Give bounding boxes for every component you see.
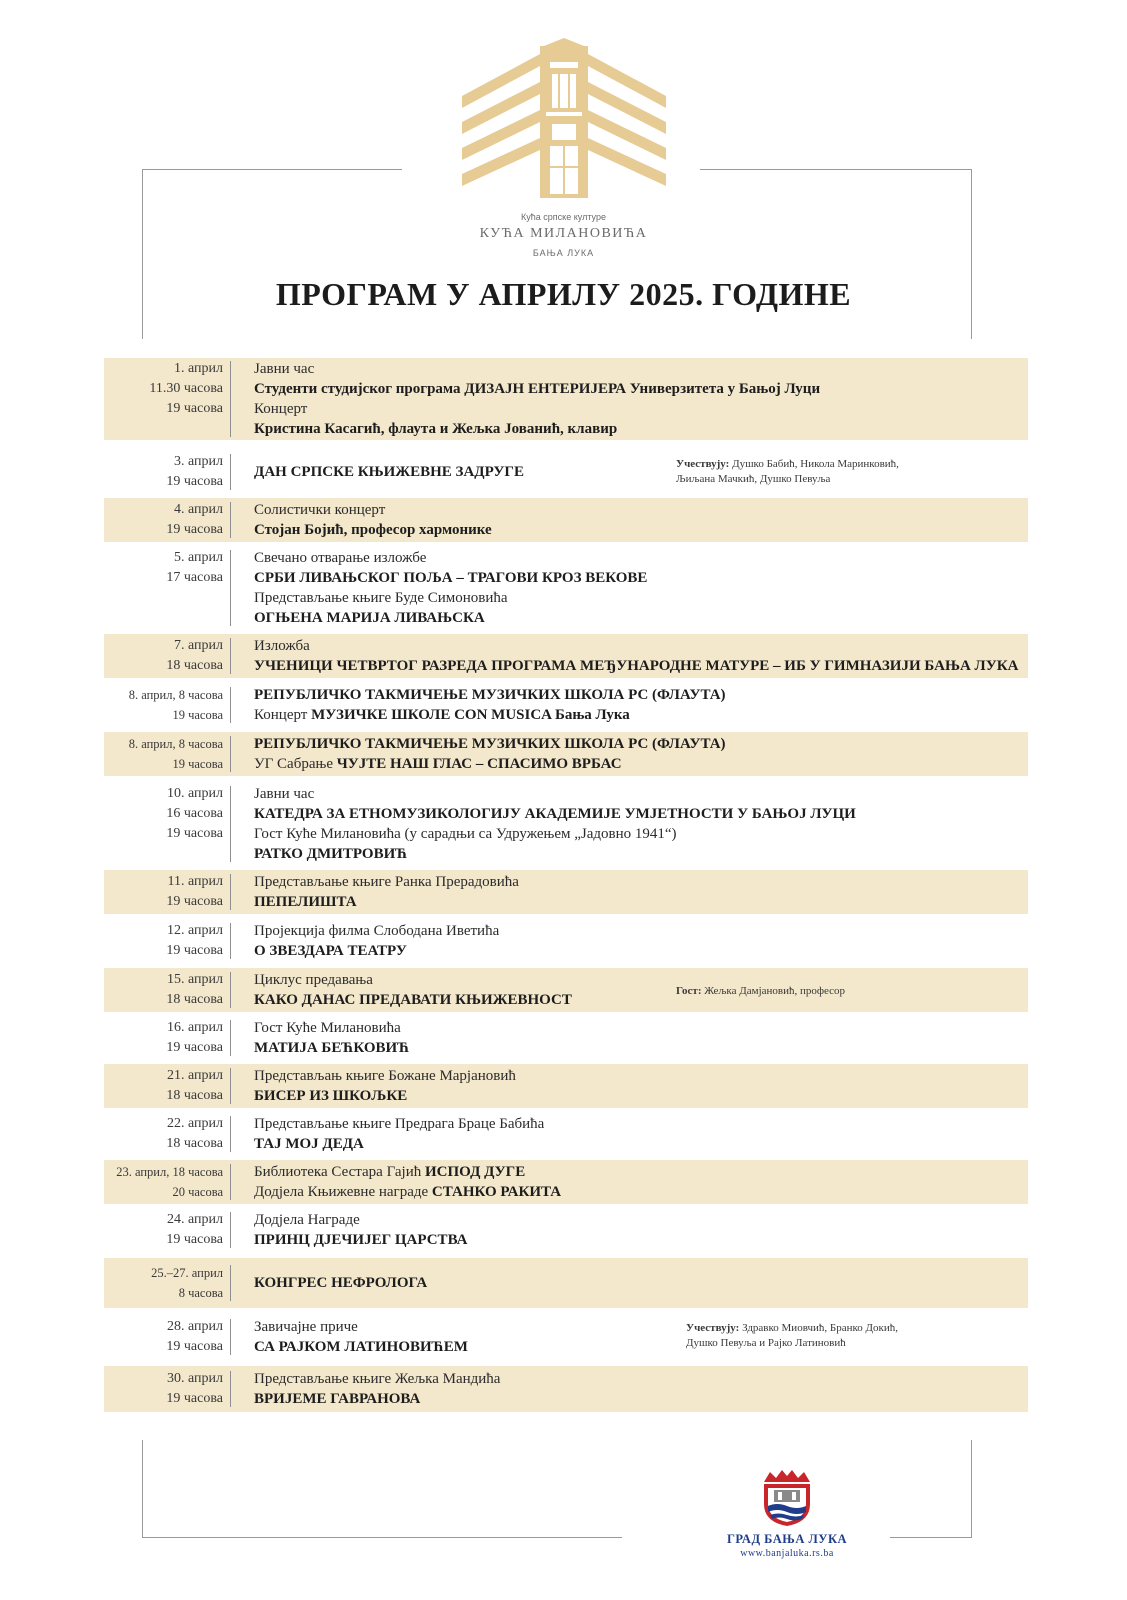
event-date bbox=[104, 872, 223, 912]
city-coat-of-arms-icon bbox=[760, 1468, 814, 1528]
event-line bbox=[254, 379, 1024, 399]
event-line bbox=[254, 804, 1024, 824]
column-separator bbox=[230, 454, 231, 490]
event-date bbox=[104, 970, 223, 1010]
event-line bbox=[254, 872, 1024, 892]
event-time-line: 3. април bbox=[174, 454, 223, 469]
event-details bbox=[254, 1273, 1024, 1293]
column-separator bbox=[230, 786, 231, 862]
event-line bbox=[254, 359, 1024, 379]
page-title: ПРОГРАМ У АПРИЛУ 2025. ГОДИНЕ bbox=[275, 276, 852, 312]
event-line bbox=[254, 1273, 1024, 1293]
participants-names: Жељка Дамјановић, професор bbox=[701, 985, 846, 997]
event-text: Солистички концерт bbox=[254, 502, 386, 518]
event-details bbox=[254, 685, 1024, 725]
event-time-line: 19 часова bbox=[166, 522, 223, 537]
event-text: Циклус предавања bbox=[254, 972, 373, 988]
event-title: РЕПУБЛИЧКО ТАКМИЧЕЊЕ МУЗИЧКИХ ШКОЛА РС (ФЛАУТА) bbox=[254, 687, 726, 703]
column-separator bbox=[230, 736, 231, 772]
event-time-line: 19 часова bbox=[172, 708, 223, 722]
event-row bbox=[104, 1112, 1028, 1156]
event-title: КАКО ДАНАС ПРЕДАВАТИ КЊИЖЕВНОСТ bbox=[254, 992, 572, 1008]
event-line bbox=[254, 921, 1024, 941]
frame-top-left bbox=[142, 169, 402, 170]
event-line bbox=[254, 941, 1024, 961]
column-separator bbox=[230, 1265, 231, 1301]
event-line bbox=[254, 636, 1024, 656]
event-row bbox=[104, 546, 1028, 630]
event-title: ПЕПЕЛИШТА bbox=[254, 894, 357, 910]
column-separator bbox=[230, 638, 231, 674]
event-row bbox=[104, 870, 1028, 914]
participants-label: Учествују: bbox=[676, 458, 730, 470]
event-title: ПРИНЦ ДЈЕЧИЈЕГ ЦАРСТВА bbox=[254, 1232, 468, 1248]
event-text: Пројекција филма Слободана Иветића bbox=[254, 923, 500, 939]
event-row bbox=[104, 1160, 1028, 1204]
event-row bbox=[104, 1208, 1028, 1252]
event-details bbox=[254, 1114, 1024, 1154]
event-details bbox=[254, 970, 1024, 1010]
event-text: Јавни час bbox=[254, 361, 315, 377]
event-date bbox=[104, 1210, 223, 1250]
frame-bottom-right bbox=[890, 1537, 972, 1538]
event-time-line: 8. април, 8 часова bbox=[128, 688, 223, 702]
event-line bbox=[254, 1066, 1024, 1086]
event-text: УГ Сабрање bbox=[254, 756, 337, 772]
event-time-line: 16 часова bbox=[166, 806, 223, 821]
participants-label: Учествују: bbox=[686, 1322, 740, 1334]
event-row bbox=[104, 1016, 1028, 1060]
org-subtitle: Кућа српске културе bbox=[521, 212, 606, 222]
event-date bbox=[104, 921, 223, 961]
event-time-line: 21. април bbox=[167, 1068, 223, 1083]
event-time-line: 16. април bbox=[167, 1020, 223, 1035]
event-time-line: 11. април bbox=[167, 874, 223, 889]
event-time-line: 25.–27. април bbox=[151, 1266, 223, 1280]
event-row bbox=[104, 968, 1028, 1012]
event-line bbox=[254, 1317, 1024, 1337]
column-separator bbox=[230, 502, 231, 538]
event-title: О ЗВЕЗДАРА ТЕАТРУ bbox=[254, 943, 407, 959]
event-participants bbox=[676, 984, 845, 999]
column-separator bbox=[230, 687, 231, 723]
column-separator bbox=[230, 1212, 231, 1248]
event-time-line: 7. април bbox=[174, 638, 223, 653]
frame-bottom-left bbox=[142, 1537, 622, 1538]
event-line bbox=[254, 784, 1024, 804]
event-time-line: 19 часова bbox=[166, 1040, 223, 1055]
column-separator bbox=[230, 1319, 231, 1355]
event-title: СА РАЈКОМ ЛАТИНОВИЋЕМ bbox=[254, 1339, 468, 1355]
event-time-line: 19 часова bbox=[172, 757, 223, 771]
column-separator bbox=[230, 1068, 231, 1104]
event-time-line: 22. април bbox=[167, 1116, 223, 1131]
event-time-line: 5. април bbox=[174, 550, 223, 565]
event-details bbox=[254, 548, 1024, 628]
org-name: КУЋА МИЛАНОВИЋА bbox=[479, 226, 648, 241]
event-title: ДАН СРПСКЕ КЊИЖЕВНЕ ЗАДРУГЕ bbox=[254, 464, 524, 480]
event-row bbox=[104, 1258, 1028, 1308]
event-row bbox=[104, 1314, 1028, 1360]
event-time-line: 1. април bbox=[174, 361, 223, 376]
event-row bbox=[104, 498, 1028, 542]
event-time-line: 19 часова bbox=[166, 1391, 223, 1406]
event-time-line: 10. април bbox=[167, 786, 223, 801]
event-date bbox=[104, 1369, 223, 1409]
event-row bbox=[104, 1064, 1028, 1108]
event-time-line: 11.30 часова bbox=[149, 381, 223, 396]
event-date bbox=[104, 734, 223, 774]
event-line bbox=[254, 1337, 1024, 1357]
event-line bbox=[254, 656, 1024, 676]
event-row bbox=[104, 634, 1028, 678]
event-date bbox=[104, 784, 223, 844]
building-logo-icon bbox=[462, 38, 666, 202]
event-date bbox=[104, 500, 223, 540]
event-line bbox=[254, 419, 1024, 439]
event-details bbox=[254, 784, 1024, 864]
event-line bbox=[254, 462, 1024, 482]
event-title: Стојан Бојић, професор хармонике bbox=[254, 522, 492, 538]
event-title: КАТЕДРА ЗА ЕТНОМУЗИКОЛОГИЈУ АКАДЕМИЈЕ УМЈЕТНОСТИ У БАЊОЈ ЛУЦИ bbox=[254, 806, 856, 822]
event-time-line: 19 часова bbox=[166, 894, 223, 909]
event-title: УЧЕНИЦИ ЧЕТВРТОГ РАЗРЕДА ПРОГРАМА МЕЂУНАРОДНЕ МАТУРЕ – ИБ У ГИМНАЗИЈИ БАЊА ЛУКА bbox=[254, 658, 1019, 674]
event-line bbox=[254, 970, 1024, 990]
event-line bbox=[254, 1210, 1024, 1230]
event-line bbox=[254, 548, 1024, 568]
event-details bbox=[254, 1317, 1024, 1357]
event-title: ВРИЈЕМЕ ГАВРАНОВА bbox=[254, 1391, 421, 1407]
event-date bbox=[104, 1066, 223, 1106]
event-text: Представљање књиге Предрага Браце Бабића bbox=[254, 1116, 545, 1132]
event-row bbox=[104, 782, 1028, 866]
event-title: РАТКО ДМИТРОВИЋ bbox=[254, 846, 408, 862]
event-details bbox=[254, 1162, 1024, 1202]
event-title: Кристина Касагић, флаута и Жељка Јованић, клавир bbox=[254, 421, 618, 437]
event-line bbox=[254, 824, 1024, 844]
event-title: БИСЕР ИЗ ШКОЉКЕ bbox=[254, 1088, 408, 1104]
event-title: МУЗИЧКЕ ШКОЛЕ CON MUSICA Бања Лука bbox=[311, 707, 630, 723]
event-row bbox=[104, 358, 1028, 440]
event-title: ОГЊЕНА МАРИЈА ЛИВАЊСКА bbox=[254, 610, 485, 626]
participants-names: Душко Бабић, Никола Маринковић, bbox=[729, 458, 899, 470]
event-text: Представљање књиге Жељка Мандића bbox=[254, 1371, 501, 1387]
event-time-line: 19 часова bbox=[166, 943, 223, 958]
event-line bbox=[254, 608, 1024, 628]
event-title: ТАЈ МОЈ ДЕДА bbox=[254, 1136, 364, 1152]
event-participants bbox=[686, 1321, 898, 1351]
event-line bbox=[254, 705, 1024, 725]
event-line bbox=[254, 1230, 1024, 1250]
event-text: Концерт bbox=[254, 707, 312, 723]
event-line bbox=[254, 990, 1024, 1010]
event-date bbox=[104, 1263, 223, 1303]
event-time-line: 19 часова bbox=[166, 1232, 223, 1247]
event-line bbox=[254, 500, 1024, 520]
event-title: КОНГРЕС НЕФРОЛОГА bbox=[254, 1275, 428, 1291]
event-time-line: 19 часова bbox=[166, 474, 223, 489]
column-separator bbox=[230, 550, 231, 626]
event-details bbox=[254, 734, 1024, 774]
event-row bbox=[104, 450, 1028, 494]
event-details bbox=[254, 921, 1024, 961]
event-time-line: 12. април bbox=[167, 923, 223, 938]
event-date bbox=[104, 1162, 223, 1202]
event-text: Представљање књиге Ранка Прерадовића bbox=[254, 874, 519, 890]
event-date bbox=[104, 1114, 223, 1154]
event-line bbox=[254, 1038, 1024, 1058]
event-line bbox=[254, 1369, 1024, 1389]
event-line bbox=[254, 399, 1024, 419]
event-time-line: 20 часова bbox=[172, 1185, 223, 1199]
event-text: Гост Куће Милановића bbox=[254, 1020, 401, 1036]
column-separator bbox=[230, 874, 231, 910]
event-time-line: 4. април bbox=[174, 502, 223, 517]
participants-names: Здравко Миовчић, Бранко Докић, bbox=[739, 1322, 898, 1334]
event-date bbox=[104, 1018, 223, 1058]
event-title: РЕПУБЛИЧКО ТАКМИЧЕЊЕ МУЗИЧКИХ ШКОЛА РС (ФЛАУТА) bbox=[254, 736, 726, 752]
event-title: СТАНКО РАКИТА bbox=[431, 1184, 562, 1200]
event-line bbox=[254, 1182, 1024, 1202]
event-time-line: 28. април bbox=[167, 1319, 223, 1334]
event-text: Јавни час bbox=[254, 786, 315, 802]
event-row bbox=[104, 683, 1028, 727]
event-details bbox=[254, 872, 1024, 912]
event-title: ИСПОД ДУГЕ bbox=[424, 1164, 526, 1180]
event-details bbox=[254, 462, 1024, 482]
event-time-line: 18 часова bbox=[166, 1136, 223, 1151]
frame-right-lower bbox=[971, 1440, 972, 1538]
event-time-line: 8 часова bbox=[178, 1286, 223, 1300]
event-text: Представљањ књиге Божане Марјановић bbox=[254, 1068, 516, 1084]
column-separator bbox=[230, 361, 231, 437]
event-line bbox=[254, 568, 1024, 588]
frame-left-lower bbox=[142, 1440, 143, 1538]
event-details bbox=[254, 1066, 1024, 1106]
event-line bbox=[254, 754, 1024, 774]
event-date bbox=[104, 452, 223, 492]
event-time-line: 18 часова bbox=[166, 658, 223, 673]
event-row bbox=[104, 919, 1028, 963]
event-title: Студенти студијског програма ДИЗАЈН ЕНТЕРИЈЕРА Универзитета у Бањој Луци bbox=[254, 381, 821, 397]
event-time-line: 17 часова bbox=[166, 570, 223, 585]
event-details bbox=[254, 636, 1024, 676]
event-time-line: 18 часова bbox=[166, 1088, 223, 1103]
column-separator bbox=[230, 923, 231, 959]
event-details bbox=[254, 1369, 1024, 1409]
event-text: Концерт bbox=[254, 401, 308, 417]
event-text: Додјела Књижевне награде bbox=[254, 1184, 432, 1200]
event-line bbox=[254, 520, 1024, 540]
event-text: Завичајне приче bbox=[254, 1319, 358, 1335]
column-separator bbox=[230, 1116, 231, 1152]
event-time-line: 19 часова bbox=[166, 826, 223, 841]
column-separator bbox=[230, 1164, 231, 1200]
city-name: ГРАД БАЊА ЛУКА bbox=[726, 1532, 848, 1546]
event-line bbox=[254, 1134, 1024, 1154]
event-details bbox=[254, 1018, 1024, 1058]
event-time-line: 8. април, 8 часова bbox=[128, 737, 223, 751]
participants-names: Љиљана Мачкић, Душко Певуља bbox=[676, 473, 831, 485]
event-time-line: 18 часова bbox=[166, 992, 223, 1007]
event-details bbox=[254, 1210, 1024, 1250]
event-line bbox=[254, 1018, 1024, 1038]
event-line bbox=[254, 892, 1024, 912]
column-separator bbox=[230, 1020, 231, 1056]
event-text: Гост Куће Милановића (у сарадњи са Удружењем „Јадовно 1941“) bbox=[254, 826, 677, 842]
event-details bbox=[254, 500, 1024, 540]
frame-top-right bbox=[700, 169, 972, 170]
event-title: СРБИ ЛИВАЊСКОГ ПОЉА – ТРАГОВИ КРОЗ ВЕКОВЕ bbox=[254, 570, 648, 586]
org-city: БАЊА ЛУКА bbox=[532, 248, 595, 258]
event-time-line: 15. април bbox=[167, 972, 223, 987]
event-line bbox=[254, 685, 1024, 705]
event-line bbox=[254, 1162, 1024, 1182]
event-date bbox=[104, 1317, 223, 1357]
event-date bbox=[104, 359, 223, 419]
event-details bbox=[254, 359, 1024, 439]
event-title: МАТИЈА БЕЋКОВИЋ bbox=[254, 1040, 410, 1056]
event-date bbox=[104, 548, 223, 588]
column-separator bbox=[230, 1371, 231, 1407]
event-text: Изложба bbox=[254, 638, 310, 654]
event-text: Додјела Награде bbox=[254, 1212, 360, 1228]
city-website-link[interactable]: www.banjaluka.rs.ba bbox=[740, 1548, 834, 1559]
column-separator bbox=[230, 972, 231, 1008]
event-line bbox=[254, 844, 1024, 864]
event-participants bbox=[676, 457, 899, 487]
event-date bbox=[104, 685, 223, 725]
event-date bbox=[104, 636, 223, 676]
event-time-line: 19 часова bbox=[166, 401, 223, 416]
event-line bbox=[254, 1086, 1024, 1106]
event-time-line: 30. април bbox=[167, 1371, 223, 1386]
event-time-line: 19 часова bbox=[166, 1339, 223, 1354]
event-line bbox=[254, 734, 1024, 754]
event-time-line: 24. април bbox=[167, 1212, 223, 1227]
event-title: ЧУЈТЕ НАШ ГЛАС – СПАСИМО ВРБАС bbox=[336, 756, 622, 772]
event-text: Библиотека Сестара Гајић bbox=[254, 1164, 425, 1180]
participants-label: Гост: bbox=[676, 985, 702, 997]
event-row bbox=[104, 1366, 1028, 1412]
event-row bbox=[104, 732, 1028, 776]
event-line bbox=[254, 588, 1024, 608]
event-text: Свечано отварање изложбе bbox=[254, 550, 427, 566]
event-time-line: 23. април, 18 часова bbox=[116, 1165, 223, 1179]
event-text: Представљање књиге Буде Симоновића bbox=[254, 590, 508, 606]
event-line bbox=[254, 1389, 1024, 1409]
participants-names: Душко Певуља и Рајко Латиновић bbox=[686, 1337, 846, 1349]
event-line bbox=[254, 1114, 1024, 1134]
